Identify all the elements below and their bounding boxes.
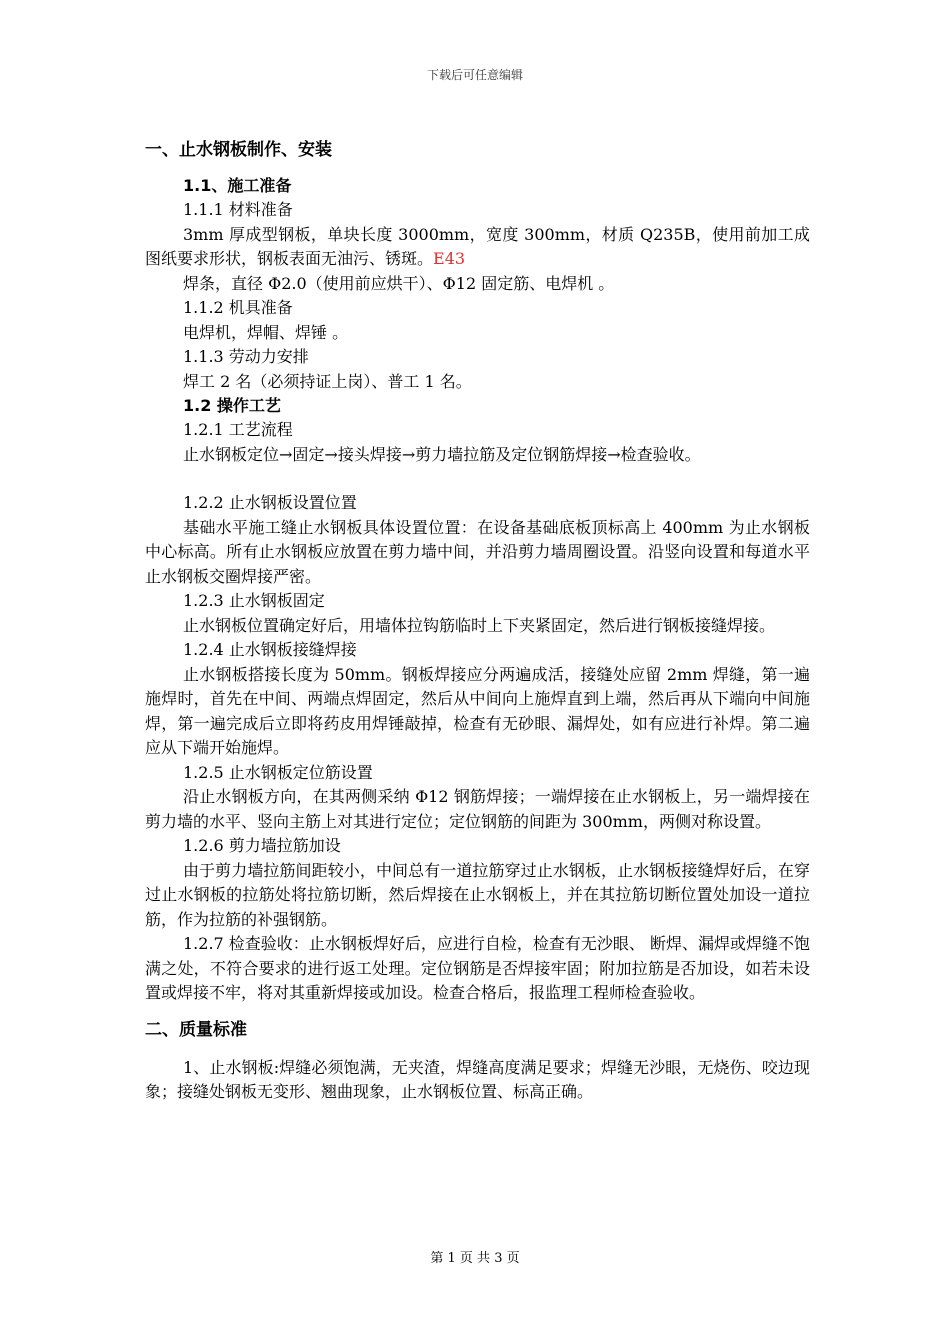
section-1-2-1-title: 1.2.1 工艺流程 (183, 420, 293, 439)
section-1-1-2-title: 1.1.2 机具准备 (183, 298, 293, 317)
section-1-2-2-title: 1.2.2 止水钢板设置位置 (183, 493, 357, 512)
section-1-1-3-title: 1.1.3 劳动力安排 (183, 347, 309, 366)
section-1-title: 一、止水钢板制作、安装 (145, 140, 332, 160)
tools-paragraph: 电焊机，焊帽、焊锤 。 (183, 322, 349, 342)
labor-paragraph: 焊工 2 名（必须持证上岗）、普工 1 名。 (183, 371, 472, 391)
materials-paragraph (145, 223, 810, 272)
electrode-paragraph: 焊条，直径 Φ2.0（使用前应烘干）、Φ12 固定筋、电焊机 。 (183, 273, 615, 293)
position-paragraph: 基础水平施工缝止水钢板具体设置位置：在设备基础底板顶标高上 400mm 为止水钢板中心标高。所有止水钢板应放置在剪力墙中间，并沿剪力墙周圈设置。沿竖向设置和每道水平止水钢板交圈焊接严密。 (145, 517, 810, 586)
electrode-code: E43 (433, 249, 466, 268)
document-body (145, 138, 810, 1105)
section-1-2-4-title: 1.2.4 止水钢板接缝焊接 (183, 640, 357, 659)
materials-text: 3mm 厚成型钢板，单块长度 3000mm，宽度 300mm，材质 Q235B，使用前加工成图纸要求形状，钢板表面无油污、锈斑。 (145, 224, 810, 268)
quality-paragraph: 1、止水钢板:焊缝必须饱满，无夹渣，焊缝高度满足要求；焊缝无沙眼，无烧伤、咬边现象；接缝处钢板无变形、翘曲现象，止水钢板位置、标高正确。 (145, 1057, 810, 1101)
section-1-1-title: 1.1、施工准备 (183, 176, 292, 195)
section-2-title: 二、质量标准 (145, 1019, 247, 1040)
fixing-paragraph: 止水钢板位置确定好后，用墙体拉钩筋临时上下夹紧固定，然后进行钢板接缝焊接。 (183, 615, 776, 635)
section-1-2-5-title: 1.2.5 止水钢板定位筋设置 (183, 762, 373, 782)
section-1-1-1-title: 1.1.1 材料准备 (183, 200, 293, 219)
section-1-2-3-title: 1.2.3 止水钢板固定 (183, 591, 325, 610)
page-header: 下载后可任意编辑 (426, 68, 523, 82)
section-1-2-6-title: 1.2.6 剪力墙拉筋加设 (183, 836, 341, 855)
process-flow-paragraph: 止水钢板定位→固定→接头焊接→剪力墙拉筋及定位钢筋焊接→检查验收。 (183, 444, 701, 464)
page-footer: 第 1 页 共 3 页 (430, 1251, 520, 1266)
welding-paragraph: 止水钢板搭接长度为 50mm。钢板焊接应分两遍成活，接缝处应留 2mm 焊缝，第一遍施焊时，首先在中间、两端点焊固定，然后从中间向上施焊直到上端，然后再从下端向中间施焊，第一遍完成后立即将药皮用焊锤敲掉，检查有无砂眼、漏焊处，如有应进行补焊。第二遍应从下端开始施焊。 (145, 664, 810, 757)
inspection-paragraph: 1.2.7 检查验收：止水钢板焊好后，应进行自检，检查有无沙眼、 断焊、漏焊或焊缝不饱满之处，不符合要求的进行返工处理。定位钢筋是否焊接牢固；附加拉筋是否加设，如若未设置或焊接不牢，将对其重新焊接或加设。检查合格后，报监理工程师检查验收。 (145, 934, 810, 1002)
section-1-2-title: 1.2 操作工艺 (183, 396, 281, 415)
positioning-bar-paragraph: 沿止水钢板方向，在其两侧采纳 Φ12 钢筋焊接；一端焊接在止水钢板上，另一端焊接在剪力墙的水平、竖向主筋上对其进行定位；定位钢筋的间距为 300mm，两侧对称设置。 (145, 787, 810, 831)
tie-bar-paragraph: 由于剪力墙拉筋间距较小，中间总有一道拉筋穿过止水钢板，止水钢板接缝焊好后，在穿过止水钢板的拉筋处将拉筋切断，然后焊接在止水钢板上，并在其拉筋切断位置处加设一道拉筋，作为拉筋的补强钢筋。 (145, 860, 810, 929)
